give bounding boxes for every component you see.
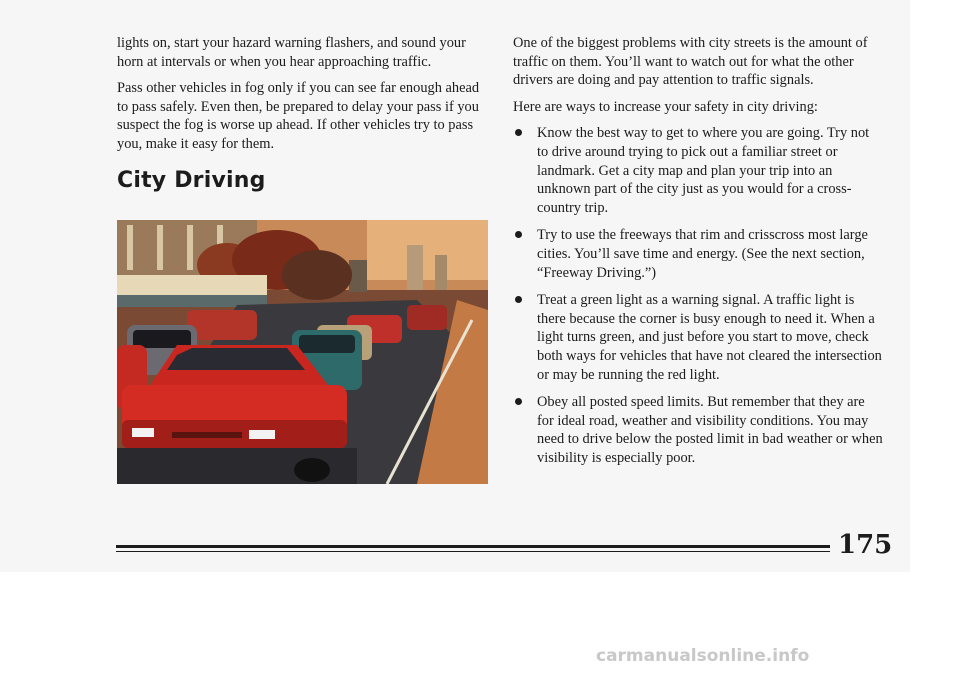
bullet-icon [515,231,522,238]
bullet-icon [515,296,522,303]
safety-ways-intro: Here are ways to increase your safety in city driving: [513,98,818,115]
tip-text: Treat a green light as a warning signal. A traffic light is there because the corner is busy enough to need it. When a light turns green, and just before you start to move, check both ways for vehicles that have not cleared the intersection or may be running the red light. [537,292,882,383]
page-number: 175 [838,530,893,560]
list-item [513,124,883,217]
tip-text: Obey all posted speed limits. But remember that they are for ideal road, weather and visibility conditions. You may need to drive below the posted limit in bad weather or when visibility is especially poor. [537,394,883,466]
city-traffic-intro-paragraph: One of the biggest problems with city streets is the amount of traffic on them. You’ll want to watch out for what the other drivers are doing and pay attention to traffic signals. [513,35,868,89]
footer-rule-thick [116,545,830,548]
city-traffic-photo [117,220,488,484]
fog-passing-paragraph: Pass other vehicles in fog only if you can see far enough ahead to pass safely. Even then, be prepared to delay your pass if you suspect the fog is worse up ahead. If other vehicles try to pass you, make it easy for them. [117,80,480,152]
section-heading-city-driving: City Driving [117,167,266,193]
list-item [513,291,883,384]
list-item [513,226,883,282]
footer-rule-thin [116,551,830,552]
left-column [117,34,487,193]
fog-paragraph-continued: lights on, start your hazard warning flashers, and sound your horn at intervals or when you hear approaching traffic. [117,35,466,70]
bullet-icon [515,129,522,136]
tip-text: Know the best way to get to where you are going. Try not to drive around trying to pick out a familiar street or landmark. Get a city map and plan your trip into an unknown part of the city just as you would for a cross-country trip. [537,125,870,216]
site-watermark: carmanualsonline.info [596,646,810,666]
right-column [513,34,883,476]
bullet-icon [515,398,522,405]
list-item [513,393,883,467]
tip-text: Try to use the freeways that rim and crisscross most large cities. You’ll save time and energy. (See the next section, “Freeway Driving.”) [537,227,868,281]
city-driving-tips-list [513,124,883,467]
